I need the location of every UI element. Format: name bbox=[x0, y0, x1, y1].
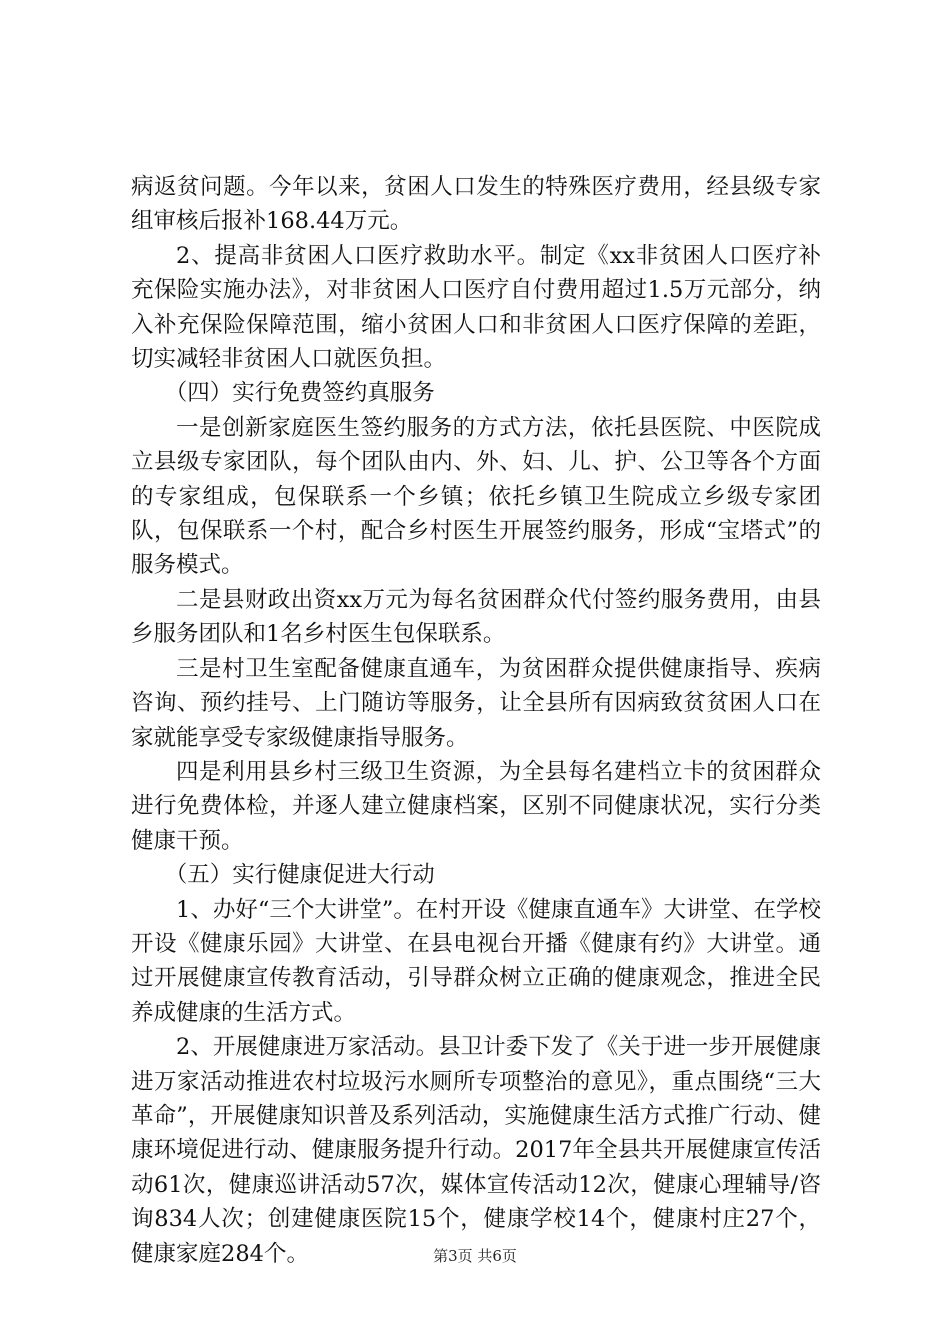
paragraph: 1、办好“三个大讲堂”。在村开设《健康直通车》大讲堂、在学校开设《健康乐园》大讲堂、在县电视台开播《健康有约》大讲堂。通过开展健康宣传教育活动，引导群众树立正确的健康观念，推进全民养成健康的生活方式。 bbox=[131, 896, 821, 1026]
section-heading: （四）实行免费签约真服务 bbox=[164, 380, 435, 407]
section-heading: （五）实行健康促进大行动 bbox=[164, 862, 435, 889]
paragraph: 2、开展健康进万家活动。县卫计委下发了《关于进一步开展健康进万家活动推进农村垃圾污水厕所专项整治的意见》，重点围绕“三大革命”，开展健康知识普及系列活动，实施健康生活方式推广行动、健康环境促进行动、健康服务提升行动。2017年全县共开展健康宣传活动61次，健康巡讲活动57次，媒体宣传活动12次，健康心理辅导/咨询834人次；创建健康医院15个，健康学校14个，健康村庄27个，健康家庭284个。 bbox=[131, 1034, 821, 1267]
paragraph: 二是县财政出资xx万元为每名贫困群众代付签约服务费用，由县乡服务团队和1名乡村医生包保联系。 bbox=[131, 586, 821, 648]
page-number-footer: 第3页 共6页 bbox=[433, 1247, 517, 1265]
paragraph: 一是创新家庭医生签约服务的方式方法，依托县医院、中医院成立县级专家团队，每个团队由内、外、妇、儿、护、公卫等各个方面的专家组成，包保联系一个乡镇；依托乡镇卫生院成立乡级专家团队，包保联系一个村，配合乡村医生开展签约服务，形成“宝塔式”的服务模式。 bbox=[131, 414, 821, 579]
paragraph: 2、提高非贫困人口医疗救助水平。制定《xx非贫困人口医疗补充保险实施办法》，对非贫困人口医疗自付费用超过1.5万元部分，纳入补充保险保障范围，缩小贫困人口和非贫困人口医疗保障的差距，切实减轻非贫困人口就医负担。 bbox=[131, 242, 821, 373]
paragraph: 四是利用县乡村三级卫生资源，为全县每名建档立卡的贫困群众进行免费体检，并逐人建立健康档案，区别不同健康状况，实行分类健康干预。 bbox=[131, 758, 821, 854]
paragraph: 三是村卫生室配备健康直通车，为贫困群众提供健康指导、疾病咨询、预约挂号、上门随访等服务，让全县所有因病致贫贫困人口在家就能享受专家级健康指导服务。 bbox=[131, 655, 821, 751]
paragraph: 病返贫问题。今年以来，贫困人口发生的特殊医疗费用，经县级专家组审核后报补168.44万元。 bbox=[131, 174, 821, 235]
document-body bbox=[131, 170, 821, 1271]
